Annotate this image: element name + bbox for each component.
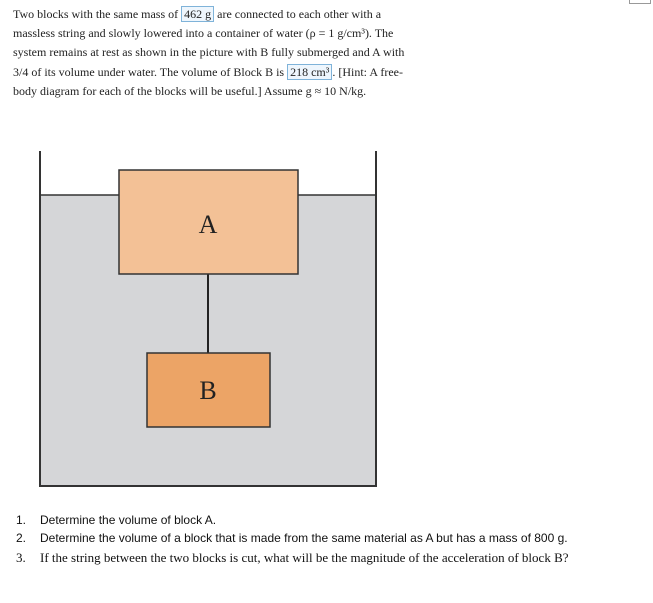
problem-text-part2: are connected to each other with a massless string and slowly lowered into a container of water (ρ = 1 g/cm³). The system remains at rest as shown in the picture with B fully submerged and A with 3/4 of its volume under water. The volume of Block B is	[13, 7, 405, 79]
question-item	[16, 549, 576, 567]
question-item	[16, 529, 576, 547]
question-text: Determine the volume of block A.	[40, 513, 217, 527]
question-number: 3.	[16, 550, 26, 565]
block-a-label: A	[198, 210, 218, 239]
problem-text-part1: Two blocks with the same mass of	[13, 7, 182, 21]
question-text: If the string between the two blocks is cut, what will be the magnitude of the acceleration of block B?	[40, 550, 569, 565]
volume-b-value-box: 218 cm³	[287, 64, 332, 80]
question-number: 2.	[16, 531, 27, 545]
problem-statement	[13, 5, 408, 101]
problem-text-part3: . [Hint: A free-body diagram for each of the blocks will be useful.] Assume g ≈ 10 N/kg.	[13, 64, 403, 98]
mass-value-box: 462 g	[181, 6, 214, 22]
question-text: Determine the volume of a block that is made from the same material as A but has a mass of 800 g.	[40, 531, 568, 545]
question-item	[16, 511, 576, 529]
question-number: 1.	[16, 513, 27, 527]
question-list	[16, 511, 576, 567]
page-corner-mark	[629, 0, 651, 4]
block-b-label: B	[199, 376, 217, 405]
blocks-in-water-figure	[30, 145, 390, 505]
